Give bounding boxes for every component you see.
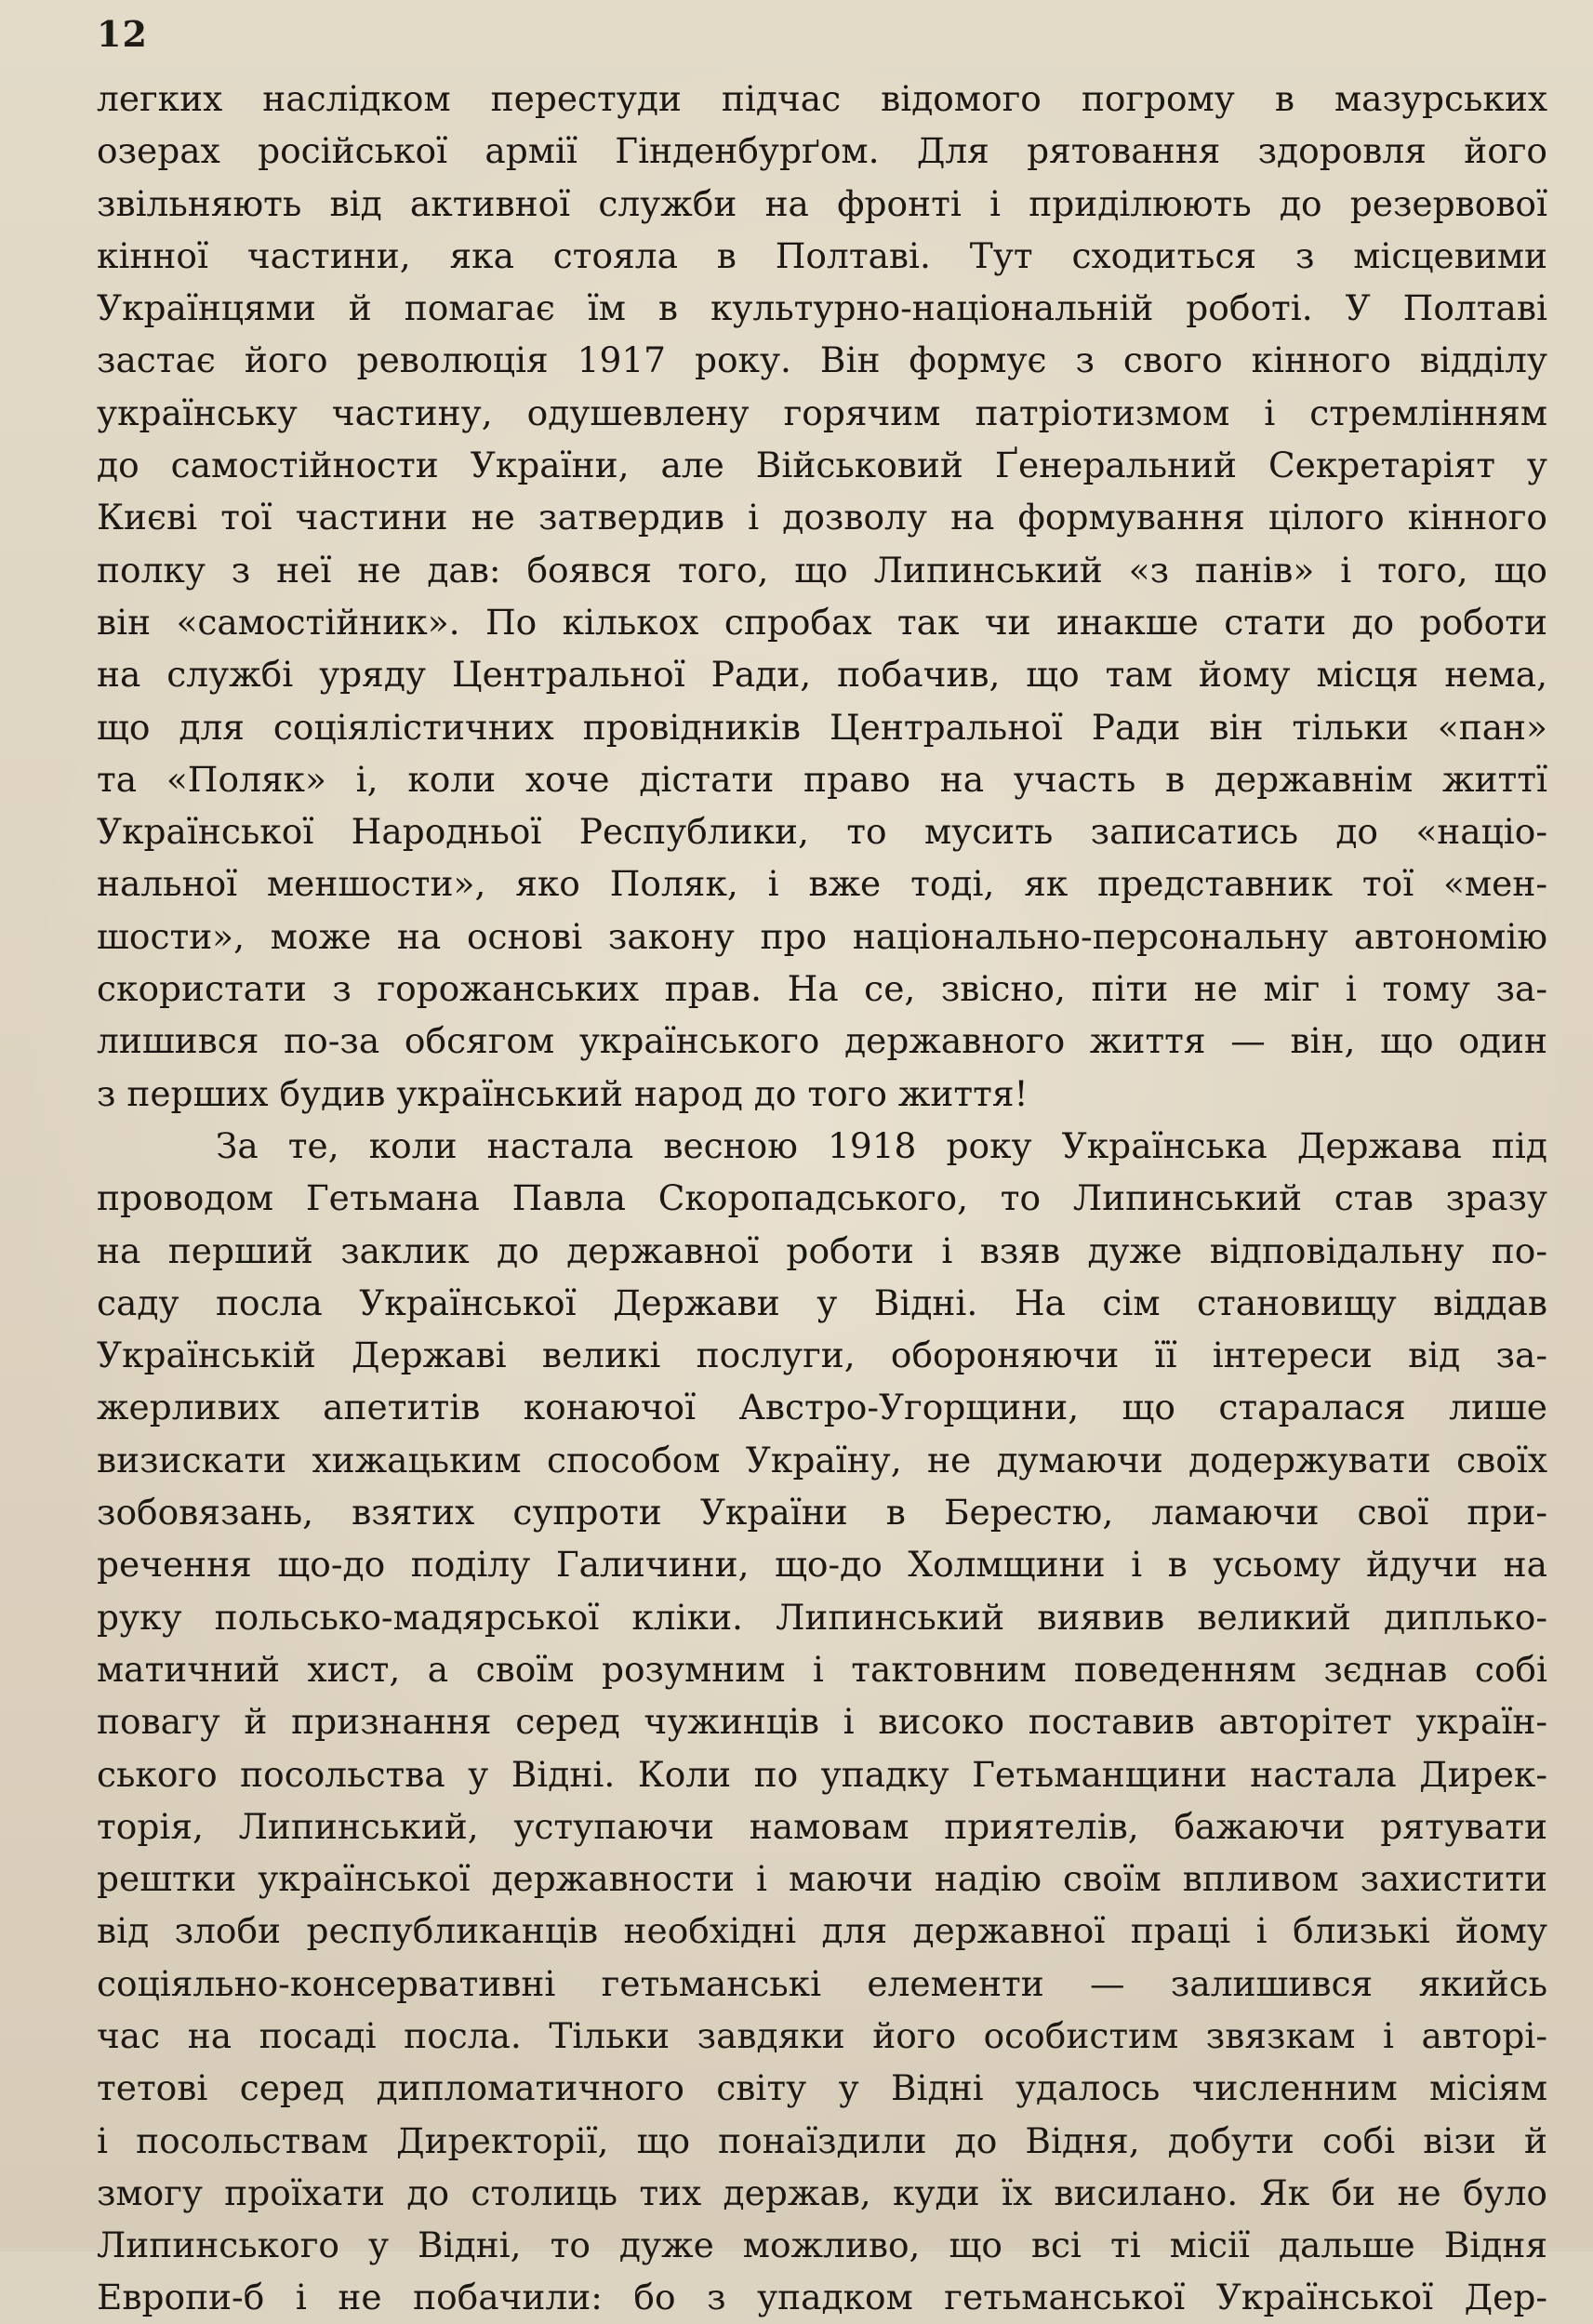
text-line: та «Поляк» і, коли хоче дістати право на участь в державнім життї: [97, 758, 1547, 800]
text-line: Липинського у Відні, то дуже можливо, що всі ті місії дальше Відня: [97, 2224, 1547, 2266]
text-line: руку польсько-мадярської кліки. Липинський виявив великий диплько-: [97, 1596, 1547, 1638]
text-line: він «самостійник». По кількох спробах так чи инакше стати до роботи: [97, 601, 1547, 643]
text-line: до самостійности України, але Військовий Ґенеральний Секретаріят у: [97, 445, 1547, 486]
text-line: час на посаді посла. Тільки завдяки його особистим звязкам і авторі-: [97, 2014, 1547, 2056]
text-line: Европи-б і не побачили: бо з упадком гетьманської Української Дер-: [97, 2277, 1547, 2318]
text-line: лишився по-за обсягом українського державного життя — він, що один: [97, 1020, 1547, 1062]
text-line: на службі уряду Центральної Ради, побачив, що там йому місця нема,: [97, 654, 1547, 696]
text-line: саду посла Української Держави у Відні. На сім становищу віддав: [97, 1282, 1547, 1323]
text-line: повагу й признання серед чужинців і високо поставив авторітет україн-: [97, 1701, 1547, 1743]
text-line: від злоби республиканців необхідні для державної праці і близькі йому: [97, 1910, 1547, 1952]
body-text: [97, 73, 1547, 2324]
text-line: соціяльно-консервативні гетьманські елементи — залишився якийсь: [97, 1962, 1547, 2004]
text-line: звільняють від активної служби на фронті і приділюють до резервової: [97, 182, 1547, 224]
text-line: торія, Липинський, уступаючи намовам приятелів, бажаючи рятувати: [97, 1805, 1547, 1847]
text-line: на перший заклик до державної роботи і взяв дуже відповідальну по-: [97, 1229, 1547, 1271]
page-number: 12: [97, 13, 148, 55]
text-line: жерливих апетитів конаючої Австро-Угорщини, що старалася лише: [97, 1387, 1547, 1428]
text-line: полку з неї не дав: боявся того, що Липинський «з панів» і того, що: [97, 549, 1547, 591]
text-line: українську частину, одушевлену горячим патріотизмом і стремлінням: [97, 392, 1547, 433]
text-line: проводом Гетьмана Павла Скоропадського, то Липинський став зразу: [97, 1177, 1547, 1219]
text-line: шости», може на основі закону про національно-персональну автономію: [97, 915, 1547, 957]
text-line: легких наслідком перестуди підчас відомого погрому в мазурських: [97, 78, 1547, 119]
text-line: речення що-до поділу Галичини, що-до Холмщини і в усьому йдучи на: [97, 1544, 1547, 1586]
text-line: Українцями й помагає їм в культурно-національній роботі. У Полтаві: [97, 287, 1547, 329]
text-line: змогу проїхати до столиць тих держав, куди їх висилано. Як би не було: [97, 2171, 1547, 2213]
text-line: скористати з горожанських прав. На се, звісно, піти не міг і тому за-: [97, 968, 1547, 1010]
text-line: рештки української державности і маючи надію своїм впливом захистити: [97, 1858, 1547, 1900]
text-line: озерах російської армії Гінденбурґом. Для рятовання здоровля його: [97, 130, 1547, 172]
text-line: визискати хижацьким способом Україну, не думаючи додержувати своїх: [97, 1439, 1547, 1481]
text-line: матичний хист, а своїм розумним і тактовним поведенням зєднав собі: [97, 1648, 1547, 1690]
text-line: що для соціялістичних провідників Центральної Ради він тільки «пан»: [97, 706, 1547, 748]
text-line: нальної меншости», яко Поляк, і вже тоді, як представник тої «мен-: [97, 863, 1547, 905]
text-line: ського посольства у Відні. Коли по упадку Гетьманщини настала Дирек-: [97, 1753, 1547, 1795]
text-line: і посольствам Директорії, що понаїздили до Відня, добути собі візи й: [97, 2119, 1547, 2161]
text-line: з перших будив український народ до того життя!: [97, 1072, 1029, 1114]
text-line: Української Народньої Республики, то мусить записатись до «націо-: [97, 811, 1547, 853]
text-line: зобовязань, взятих супроти України в Берестю, ламаючи свої при-: [97, 1492, 1547, 1534]
text-line: Києві тої частини не затвердив і дозволу на формування цілого кінного: [97, 497, 1547, 538]
text-line: кінної частини, яка стояла в Полтаві. Тут сходиться з місцевими: [97, 234, 1547, 276]
text-line: Українській Державі великі послуги, обороняючи її інтереси від за-: [97, 1335, 1547, 1376]
text-line: застає його революція 1917 року. Він формує з свого кінного відділу: [97, 339, 1547, 381]
text-line: За те, коли настала весною 1918 року Українська Держава під: [216, 1124, 1547, 1166]
text-line: тетові серед дипломатичного світу у Відні удалось численним місіям: [97, 2067, 1547, 2109]
